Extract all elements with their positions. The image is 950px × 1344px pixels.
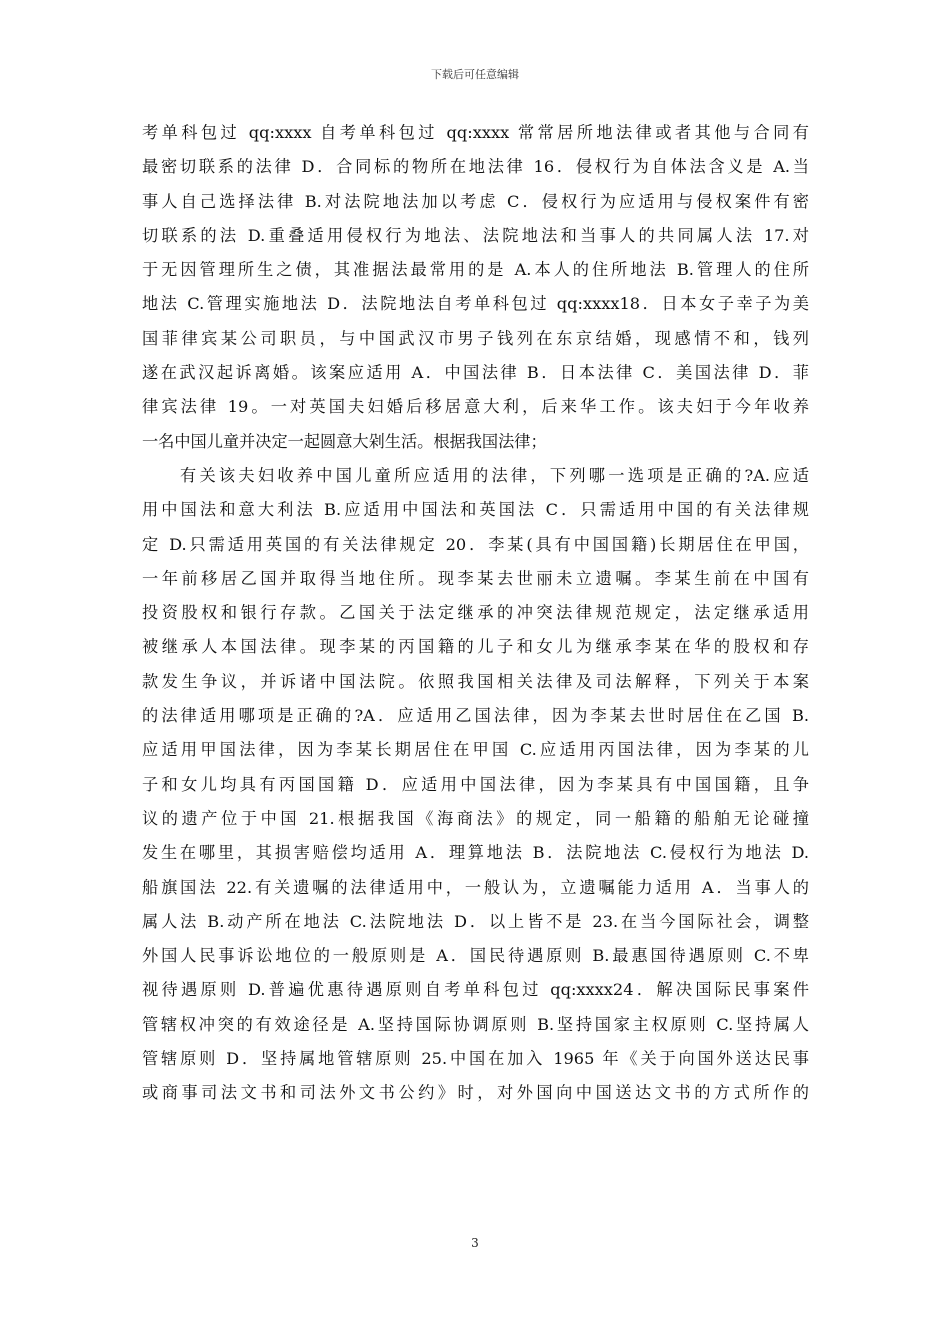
text-line: 切联系的法 D.重叠适用侵权行为地法、法院地法和当事人的共同属人法 17.对 — [142, 225, 809, 245]
text-line: 事人自己选择法律 B.对法院地法加以考虑 C．侵权行为应适用与侵权案件有密 — [142, 191, 809, 211]
text-line: 或商事司法文书和司法外文书公约》时，对外国向中国送达文书的方式所作的 — [142, 1083, 809, 1103]
text-line: 律宾法律 19。一对英国夫妇婚后移居意大利，后来华工作。该夫妇于今年收养 — [142, 397, 809, 417]
text-line: 有关该夫妇收养中国儿童所应适用的法律，下列哪一选项是正确的?A.应适 — [180, 465, 809, 485]
page-header: 下载后可任意编辑 — [431, 68, 519, 81]
text-line: 子和女儿均具有丙国国籍 D．应适用中国法律，因为李某具有中国国籍，且争 — [142, 774, 809, 794]
text-line: 用中国法和意大利法 B.应适用中国法和英国法 C．只需适用中国的有关法律规 — [142, 500, 809, 520]
text-line: 最密切联系的法律 D．合同标的物所在地法律 16．侵权行为自体法含义是 A.当 — [142, 157, 809, 177]
text-line: 发生在哪里，其损害赔偿均适用 A．理算地法 B．法院地法 C.侵权行为地法 D. — [142, 843, 809, 863]
text-line: 被继承人本国法律。现李某的丙国籍的儿子和女儿为继承李某在华的股权和存 — [142, 637, 809, 657]
text-line: 一年前移居乙国并取得当地住所。现李某去世丽未立遗嘱。李某生前在中国有 — [142, 568, 809, 588]
text-line: 管辖原则 D．坚持属地管辖原则 25.中国在加入 1965 年《关于向国外送达民事 — [142, 1049, 809, 1069]
text-line: 视待遇原则 D.普遍优惠待遇原则自考单科包过 qq:xxxx24．解决国际民事案件 — [142, 980, 809, 1000]
paragraph-2 — [142, 459, 809, 1111]
text-line: 属人法 B.动产所在地法 C.法院地法 D．以上皆不是 23.在当今国际社会，调整 — [142, 911, 809, 931]
text-line: 应适用甲国法律，因为李某长期居住在甲国 C.应适用丙国法律，因为李某的儿 — [142, 740, 809, 760]
text-line: 投资股权和银行存款。乙国关于法定继承的冲突法律规范规定，法定继承适用 — [142, 603, 809, 623]
text-line: 国菲律宾某公司职员，与中国武汉市男子钱列在东京结婚，现感情不和，钱列 — [142, 328, 809, 348]
text-line: 管辖权冲突的有效途径是 A.坚持国际协调原则 B.坚持国家主权原则 C.坚持属人 — [142, 1014, 809, 1034]
text-line: 外国人民事诉讼地位的一般原则是 A．国民待遇原则 B.最惠国待遇原则 C.不卑 — [142, 946, 809, 966]
text-line: 定 D.只需适用英国的有关法律规定 20．李某(具有中国国籍)长期居住在甲国， — [142, 534, 809, 554]
paragraph-1 — [142, 116, 809, 459]
text-line: 考单科包过 qq:xxxx 自考单科包过 qq:xxxx 常常居所地法律或者其他与合同有 — [142, 123, 809, 142]
text-line: 船旗国法 22.有关遗嘱的法律适用中，一般认为，立遗嘱能力适用 A．当事人的 — [142, 877, 809, 897]
text-line: 地法 C.管理实施地法 D．法院地法自考单科包过 qq:xxxx18．日本女子幸子为美 — [142, 294, 809, 314]
page-number: 3 — [471, 1236, 479, 1250]
text-line: 议的遗产位于中国 21.根据我国《海商法》的规定，同一船籍的船舶无论碰撞 — [142, 808, 809, 828]
document-body — [142, 116, 809, 1111]
text-line: 的法律适用哪项是正确的?A．应适用乙国法律，因为李某去世时居住在乙国 B. — [142, 706, 809, 726]
text-line: 于无因管理所生之债，其准据法最常用的是 A.本人的住所地法 B.管理人的住所 — [142, 260, 809, 280]
text-line: 款发生争议，并诉诸中国法院。依照我国相关法律及司法解释，下列关于本案 — [142, 671, 809, 691]
text-line: 一名中国儿童并决定一起圆意大剁生活。根据我国法律； — [142, 431, 547, 451]
text-line: 遂在武汉起诉离婚。该案应适用 A．中国法律 B．日本法律 C．美国法律 D．菲 — [142, 363, 809, 383]
